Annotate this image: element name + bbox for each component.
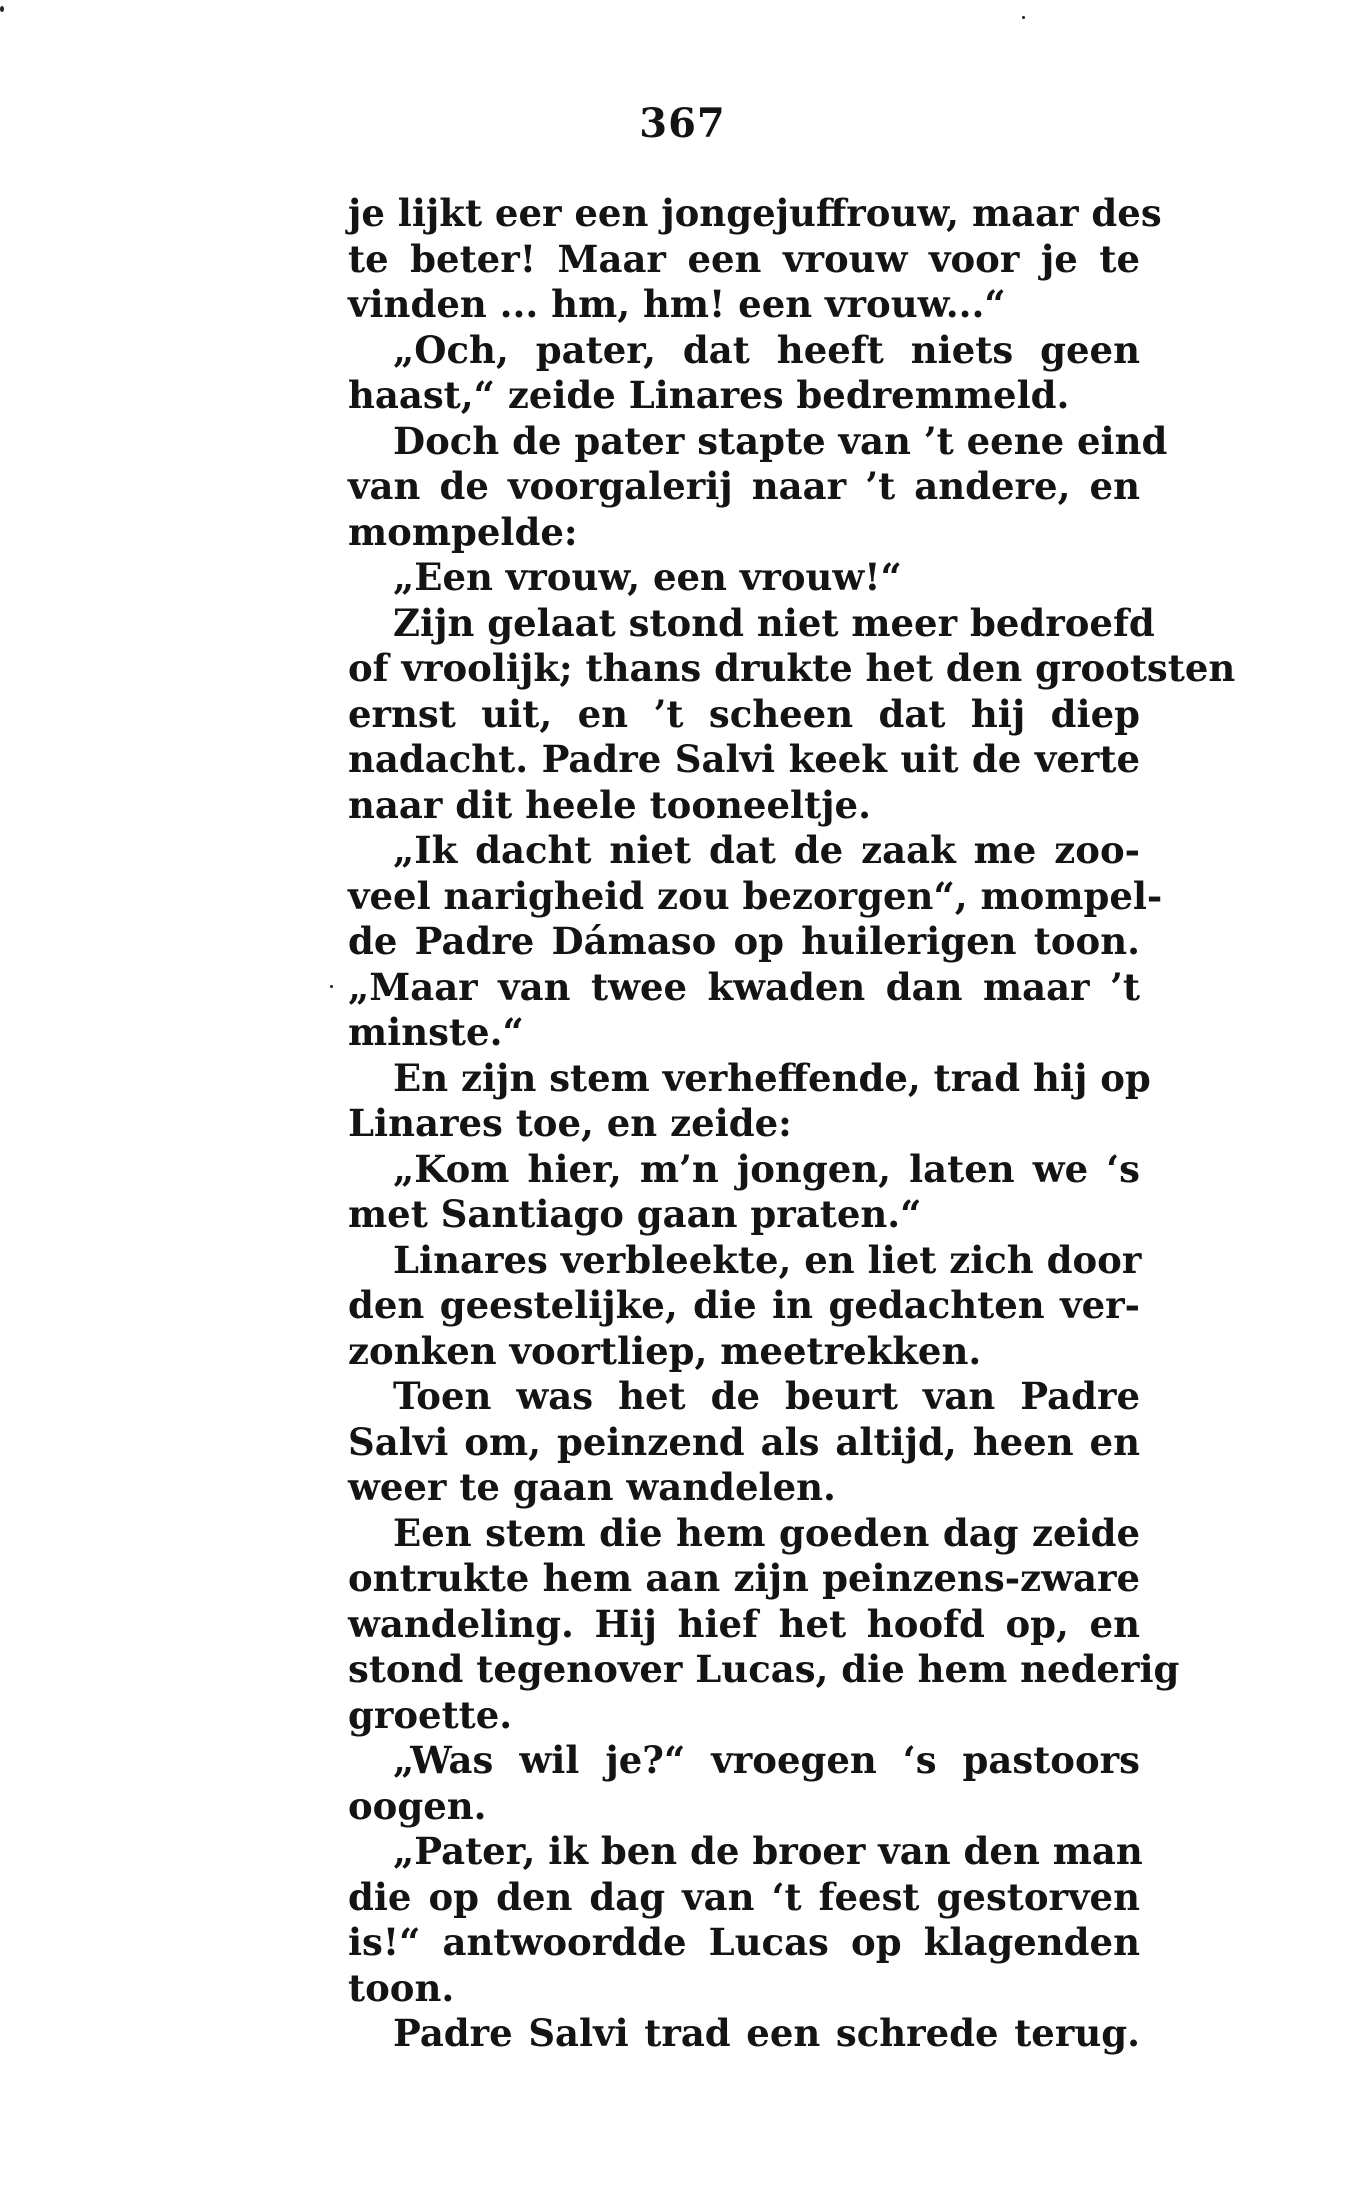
text-line: Toen was het de beurt van Padre (393, 1374, 1140, 1418)
text-line: „Kom hier, m’n jongen, laten we ‘s (393, 1146, 1140, 1191)
text-line: de Padre Dámaso op huilerigen toon. (348, 919, 1140, 963)
text-line: „Ik dacht niet dat de zaak me zoo- (393, 828, 1140, 872)
text-line: vinden ... hm, hm! een vrouw...“ (348, 282, 1006, 326)
text-line: ontrukte hem aan zijn peinzens-zware (348, 1556, 1140, 1600)
text-line: minste.“ (348, 1010, 524, 1054)
text-line: toon. (348, 1965, 455, 2010)
text-line: groette. (348, 1692, 513, 1737)
text-line: Linares toe, en zeide: (348, 1101, 792, 1145)
text-line: „Was wil je?“ vroegen ‘s pastoors (393, 1738, 1140, 1782)
text-line: Een stem die hem goeden dag zeide (393, 1510, 1140, 1555)
text-line: „Och, pater, dat heeft niets geen (393, 327, 1140, 372)
text-line: „Een vrouw, een vrouw!“ (393, 555, 902, 599)
text-line: Linares verbleekte, en liet zich door (393, 1237, 1142, 1282)
text-line: Zijn gelaat stond niet meer bedroefd (393, 600, 1155, 645)
text-line: wandeling. Hij hief het hoofd op, en (348, 1601, 1140, 1646)
scan-speck (1022, 16, 1025, 19)
text-line: te beter! Maar een vrouw voor je te (348, 236, 1140, 281)
text-line: zonken voortliep, meetrekken. (348, 1328, 982, 1373)
text-line: mompelde: (348, 509, 578, 554)
text-line: Salvi om, peinzend als altijd, heen en (348, 1419, 1140, 1464)
text-line: den geestelijke, die in gedachten ver- (348, 1283, 1140, 1327)
text-line: ernst uit, en ’t scheen dat hij diep (348, 691, 1140, 736)
text-line: veel narigheid zou bezorgen“, mompel- (348, 873, 1163, 918)
text-line: van de voorgalerij naar ’t andere, en (348, 464, 1140, 508)
body-text (348, 191, 1236, 2057)
text-line: haast,“ zeide Linares bedremmeld. (348, 373, 1070, 417)
scan-speck (0, 6, 4, 12)
text-line: stond tegenover Lucas, die hem nederig (348, 1647, 1180, 1691)
scan-speck (330, 985, 333, 988)
text-line: En zijn stem verheffende, trad hij op (393, 1055, 1151, 1100)
text-line: „Maar van twee kwaden dan maar ’t (348, 964, 1140, 1009)
text-line: die op den dag van ‘t feest gestorven (348, 1874, 1140, 1919)
text-line: is!“ antwoordde Lucas op klagenden (348, 1920, 1140, 1964)
text-line: „Pater, ik ben de broer van den man (393, 1829, 1143, 1873)
text-line: je lijkt eer een jongejuffrouw, maar des (348, 191, 1162, 235)
text-line: nadacht. Padre Salvi keek uit de verte (348, 737, 1140, 781)
text-line: oogen. (348, 1783, 487, 1828)
text-line: met Santiago gaan praten.“ (348, 1192, 922, 1236)
page-number: 367 (639, 100, 726, 147)
text-line: weer te gaan wandelen. (348, 1465, 836, 1509)
text-line: Padre Salvi trad een schrede terug. (393, 2011, 1140, 2055)
text-line: naar dit heele tooneeltje. (348, 782, 871, 827)
text-line: of vroolijk; thans drukte het den grootsten (348, 646, 1236, 690)
text-line: Doch de pater stapte van ’t eene eind (393, 418, 1168, 463)
